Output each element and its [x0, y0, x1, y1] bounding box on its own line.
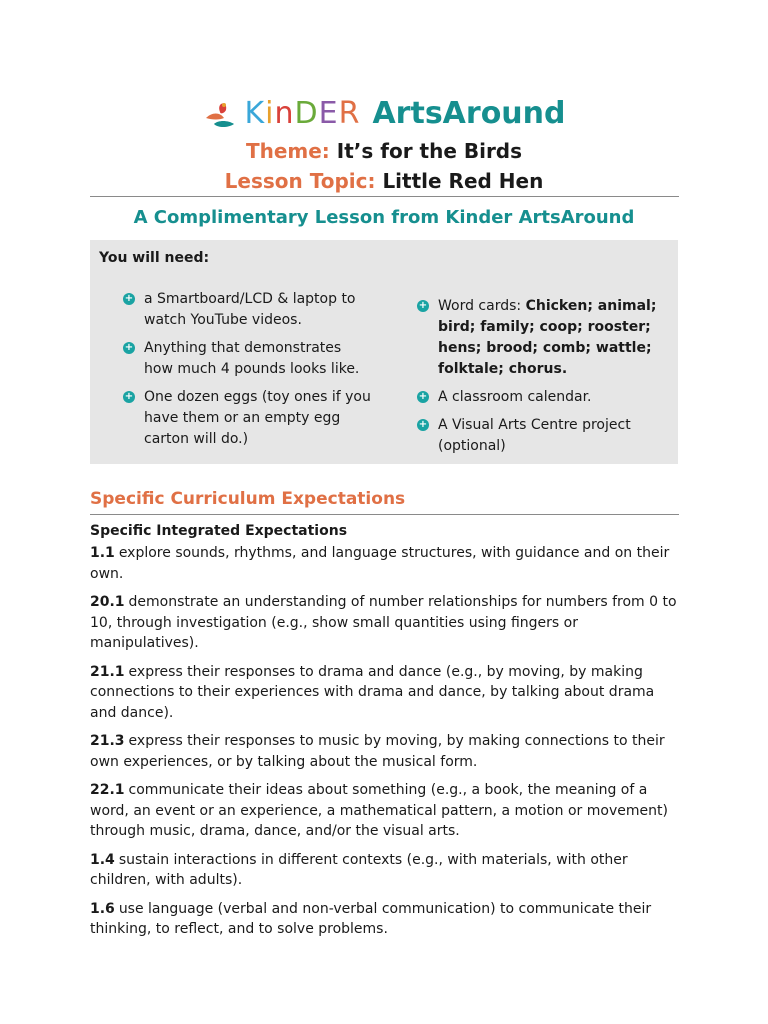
lesson-topic-line — [0, 169, 768, 193]
list-item — [123, 289, 373, 331]
logo-artsaround-text: ArtsAround — [372, 96, 566, 131]
list-item-text: a Smartboard/LCD & laptop to watch YouTube videos. — [144, 291, 356, 328]
word-cards-prefix: Word cards: — [438, 298, 522, 314]
lesson-topic-value: Little Red Hen — [382, 169, 544, 193]
expectation-item — [90, 731, 680, 772]
lesson-topic-label: Lesson Topic: — [224, 169, 376, 193]
expectation-text: explore sounds, rhythms, and language structures, with guidance and on their own. — [90, 545, 670, 582]
expectation-item — [90, 592, 680, 654]
expectation-item — [90, 543, 680, 584]
word-cards-list: Chicken; animal; bird; family; coop; rooster; hens; brood; comb; wattle; folktale; chorus. — [438, 298, 657, 377]
expectation-number: 21.3 — [90, 733, 125, 749]
materials-box — [90, 240, 678, 464]
materials-list-right — [417, 296, 672, 464]
materials-list-left — [123, 289, 373, 457]
list-item — [417, 415, 672, 457]
section-divider — [90, 514, 679, 515]
theme-label: Theme: — [245, 139, 330, 163]
logo — [0, 96, 768, 138]
expectation-text: use language (verbal and non-verbal communication) to communicate their thinking, to reflect, and to solve problems. — [90, 900, 652, 937]
expectation-item — [90, 850, 680, 891]
bird-logo-icon — [202, 98, 238, 132]
plus-circle-bullet-icon: + — [418, 300, 428, 311]
expectation-item — [90, 780, 680, 842]
expectations-list — [90, 543, 680, 948]
expectation-text: sustain interactions in different contexts (e.g., with materials, with other children, with adults). — [90, 851, 628, 888]
expectation-text: express their responses to music by moving, by making connections to their own experiences, or by talking about the musical form. — [90, 733, 665, 770]
plus-circle-bullet-icon: + — [124, 293, 134, 304]
theme-line — [0, 139, 768, 163]
theme-value: It’s for the Birds — [336, 139, 523, 163]
list-item — [417, 296, 672, 380]
plus-circle-bullet-icon: + — [124, 342, 134, 353]
list-item-text: A Visual Arts Centre project (optional) — [438, 417, 631, 454]
materials-title: You will need: — [99, 250, 210, 266]
expectation-number: 1.1 — [90, 545, 115, 561]
expectation-text: express their responses to drama and dance (e.g., by moving, by making connections to their experiences with drama and dance, by talking about drama and dance). — [90, 663, 655, 721]
header-divider — [90, 196, 679, 197]
expectation-number: 22.1 — [90, 782, 125, 798]
integrated-expectations-heading: Specific Integrated Expectations — [90, 523, 348, 539]
list-item — [417, 387, 672, 408]
plus-circle-bullet-icon: + — [418, 419, 428, 430]
expectation-item — [90, 899, 680, 940]
logo-letter: R — [338, 96, 361, 131]
logo-letter: n — [274, 96, 295, 131]
logo-kinder-text — [244, 96, 360, 132]
list-item-text: Anything that demonstrates how much 4 pounds looks like. — [144, 340, 360, 377]
logo-letter: E — [318, 96, 339, 131]
expectation-number: 21.1 — [90, 663, 125, 680]
list-item-text: One dozen eggs (toy ones if you have them or an empty egg carton will do.) — [144, 389, 371, 447]
logo-letter: i — [265, 96, 275, 131]
expectation-number: 1.4 — [90, 851, 115, 868]
expectation-number: 1.6 — [90, 900, 115, 917]
logo-letter: K — [244, 96, 266, 131]
curriculum-section-title: Specific Curriculum Expectations — [90, 489, 406, 509]
list-item — [123, 387, 373, 450]
expectation-item — [90, 662, 680, 724]
expectation-number: 20.1 — [90, 594, 125, 610]
plus-circle-bullet-icon: + — [124, 391, 134, 402]
expectation-text: communicate their ideas about something (e.g., a book, the meaning of a word, an event or an experience, a mathematical pattern, a motion or movement) through music, drama, dance, and/or the visual arts. — [90, 782, 668, 839]
lesson-subtitle: A Complimentary Lesson from Kinder ArtsAround — [133, 207, 635, 228]
logo-letter: D — [294, 96, 319, 131]
expectation-text: demonstrate an understanding of number relationships for numbers from 0 to 10, through investigation (e.g., show small quantities using fingers or manipulatives). — [90, 594, 677, 651]
list-item-text: A classroom calendar. — [438, 389, 592, 405]
plus-circle-bullet-icon: + — [418, 391, 428, 402]
list-item — [123, 338, 373, 380]
